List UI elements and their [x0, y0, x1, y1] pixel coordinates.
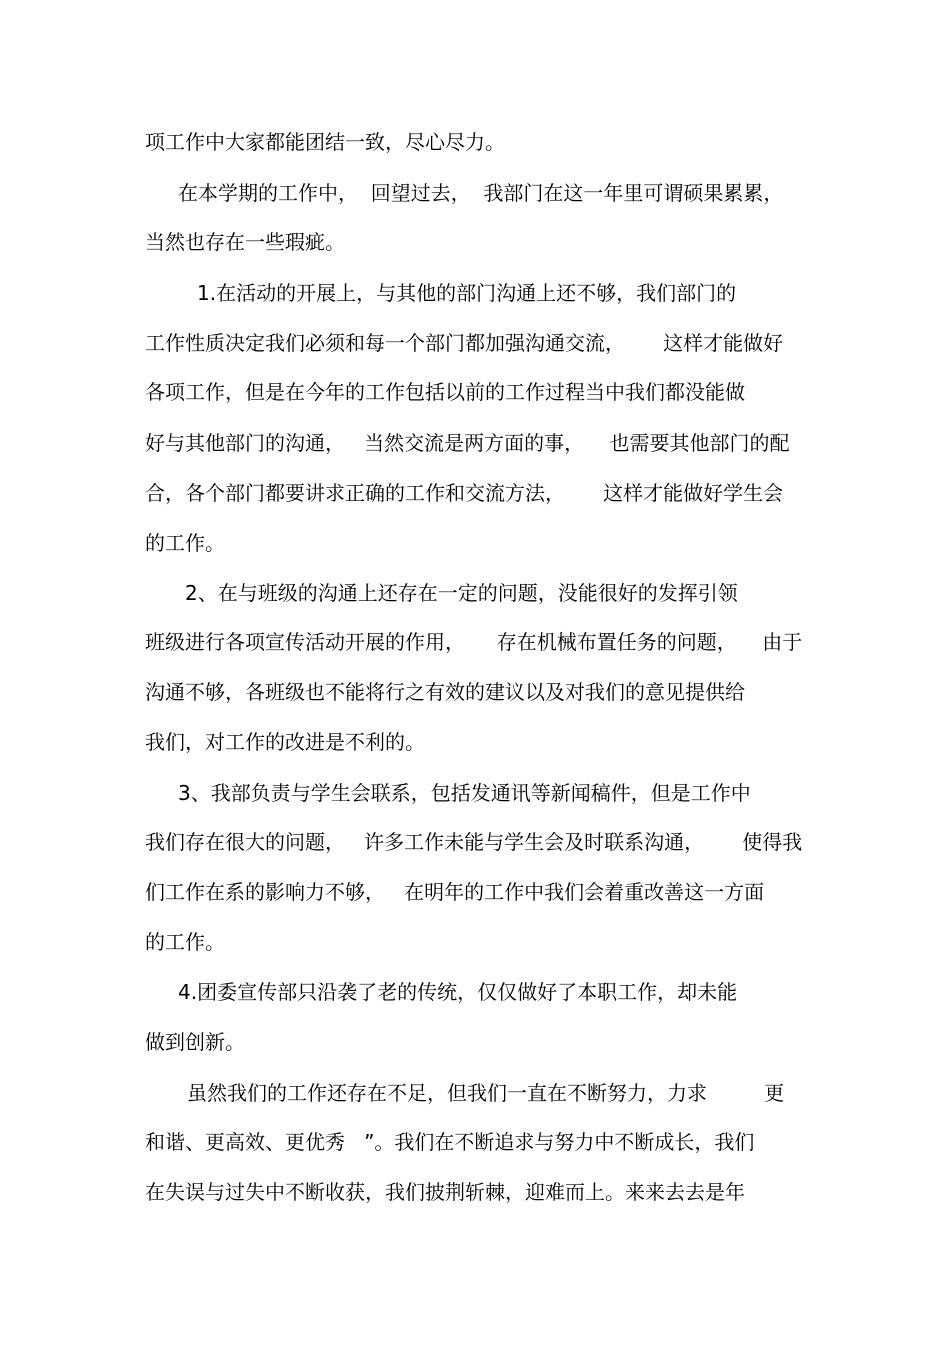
text-line: 虽然我们的工作还存在不足，但我们一直在不断努力，力求 更 — [187, 1081, 785, 1105]
text-line: 我们存在很大的问题， 许多工作未能与学生会及时联系沟通， 使得我 — [145, 830, 803, 854]
text-line: 沟通不够，各班级也不能将行之有效的建议以及对我们的意见提供给 — [145, 680, 745, 704]
text-line: 合，各个部门都要讲求正确的工作和交流方法， 这样才能做好学生会 — [145, 481, 784, 505]
text-line: 各项工作，但是在今年的工作包括以前的工作过程当中我们都没能做 — [145, 380, 745, 404]
text-line: 2、在与班级的沟通上还存在一定的问题，没能很好的发挥引领 — [185, 581, 738, 605]
text-line: 做到创新。 — [145, 1030, 245, 1054]
text-line: 1.在活动的开展上，与其他的部门沟通上还不够，我们部门的 — [197, 281, 737, 305]
text-line: 3、我部负责与学生会联系，包括发通讯等新闻稿件，但是工作中 — [178, 781, 751, 805]
text-line: 工作性质决定我们必须和每一个部门都加强沟通交流， 这样才能做好 — [145, 331, 784, 355]
text-line: 项工作中大家都能团结一致，尽心尽力。 — [145, 130, 505, 154]
text-line: 当然也存在一些瑕疵。 — [145, 230, 345, 254]
text-line: 在失误与过失中不断收获，我们披荆斩棘，迎难而上。来来去去是年 — [145, 1180, 745, 1204]
text-line: 的工作。 — [145, 930, 225, 954]
text-line: 4.团委宣传部只沿袭了老的传统，仅仅做好了本职工作，却未能 — [178, 980, 738, 1004]
text-line: 和谐、更高效、更优秀 ”。我们在不断追求与努力中不断成长，我们 — [145, 1130, 755, 1154]
text-line: 在本学期的工作中， 回望过去， 我部门在这一年里可谓硕果累累， — [178, 181, 784, 205]
text-line: 好与其他部门的沟通， 当然交流是两方面的事， 也需要其他部门的配 — [145, 431, 790, 455]
text-line: 们工作在系的影响力不够， 在明年的工作中我们会着重改善这一方面 — [145, 880, 765, 904]
text-line: 的工作。 — [145, 531, 225, 555]
text-line: 班级进行各项宣传活动开展的作用， 存在机械布置任务的问题， 由于 — [145, 630, 803, 654]
text-line: 我们，对工作的改进是不利的。 — [145, 730, 425, 754]
